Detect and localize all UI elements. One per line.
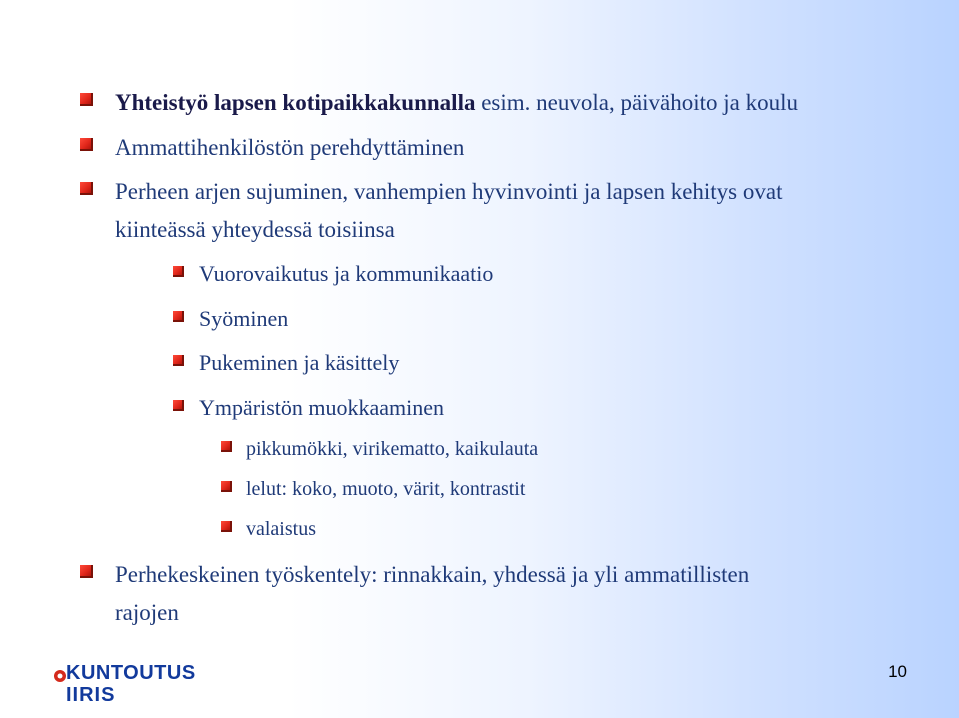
bullet-item-3-line2: kiinteässä yhteydessä toisiinsa xyxy=(115,217,395,242)
bullet-icon xyxy=(173,355,184,366)
bullet-icon xyxy=(80,182,93,195)
bullet-icon xyxy=(80,565,93,578)
bullet-icon xyxy=(221,481,232,492)
bullet-icon xyxy=(221,521,232,532)
sub-item-vuorovaikutus: Vuorovaikutus ja kommunikaatio xyxy=(199,261,494,286)
bullet-item-1 xyxy=(115,91,798,114)
sub-sub-item-pikkumokki: pikkumökki, virikematto, kaikulauta xyxy=(246,438,539,460)
bullet-item-1-rest: esim. neuvola, päivähoito ja koulu xyxy=(475,90,799,115)
bullet-item-1-bold: Yhteistyö lapsen kotipaikkakunnalla xyxy=(115,90,476,115)
sub-item-ymparisto: Ympäristön muokkaaminen xyxy=(199,395,445,420)
bullet-icon xyxy=(221,441,232,452)
bullet-icon xyxy=(173,311,184,322)
bullet-icon xyxy=(80,138,93,151)
sub-item-pukeminen: Pukeminen ja käsittely xyxy=(199,350,400,375)
bullet-item-last-line1: Perhekeskeinen työskentely: rinnakkain, yhdessä ja yli ammatillisten xyxy=(115,562,750,587)
bullet-icon xyxy=(80,93,93,106)
page-number: 10 xyxy=(888,662,907,681)
logo-line2: IIRIS xyxy=(66,684,116,706)
sub-sub-item-valaistus: valaistus xyxy=(246,518,316,540)
sub-sub-item-lelut: lelut: koko, muoto, värit, kontrastit xyxy=(246,478,526,500)
bullet-icon xyxy=(173,266,184,277)
sub-item-syominen: Syöminen xyxy=(199,306,289,331)
bullet-item-3-line1: Perheen arjen sujuminen, vanhempien hyvinvointi ja lapsen kehitys ovat xyxy=(115,179,783,204)
bullet-icon xyxy=(173,400,184,411)
kuntoutus-iiris-logo xyxy=(52,662,196,708)
bullet-item-2: Ammattihenkilöstön perehdyttäminen xyxy=(115,135,465,160)
logo-line1: KUNTOUTUS xyxy=(66,662,196,684)
bullet-item-last-line2: rajojen xyxy=(115,600,179,625)
